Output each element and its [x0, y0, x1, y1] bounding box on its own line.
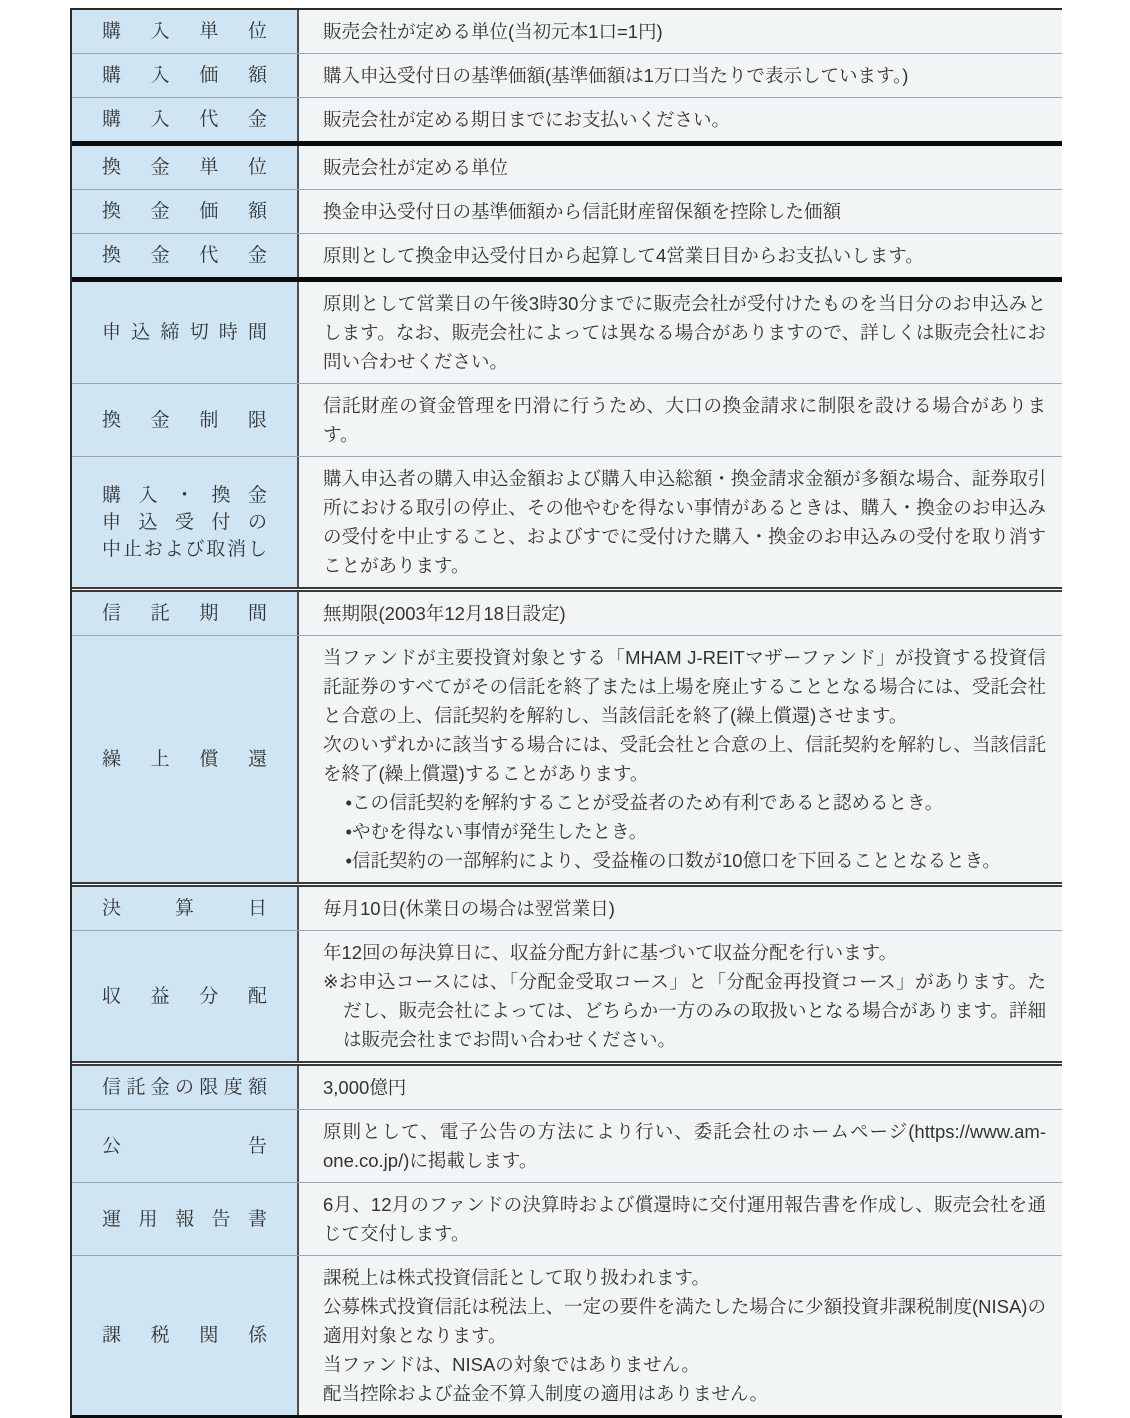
table-row [72, 1109, 1062, 1182]
row-content [299, 931, 1062, 1061]
bullet-item: •この信託契約を解約することが受益者のため有利であると認めるとき。 [345, 792, 944, 813]
table-row [72, 146, 1062, 189]
row-label [72, 1066, 299, 1109]
paragraph: 販売会社が定める単位 [323, 157, 509, 178]
row-content [299, 146, 1062, 189]
row-label [72, 887, 299, 930]
table-row [72, 1182, 1062, 1255]
table-row [72, 189, 1062, 233]
row-content [299, 1066, 1062, 1109]
table-row [72, 930, 1062, 1061]
row-label [72, 592, 299, 635]
row-label [72, 234, 299, 277]
row-label-line: 購入代金 [102, 109, 267, 130]
table-row [72, 383, 1062, 456]
fund-procedure-table [70, 8, 1062, 1418]
row-content [299, 234, 1062, 277]
row-content [299, 282, 1062, 383]
row-label [72, 10, 299, 53]
row-label [72, 636, 299, 882]
row-label [72, 457, 299, 587]
table-row [72, 53, 1062, 97]
paragraph: 原則として、電子公告の方法により行い、委託会社のホームページ(https://www.am-one.co.jp/)に掲載します。 [323, 1121, 1046, 1171]
paragraph: 次のいずれかに該当する場合には、受託会社と合意の上、信託契約を解約し、当該信託を終了(繰上償還)することがあります。 [323, 734, 1046, 784]
row-label [72, 282, 299, 383]
row-content [299, 636, 1062, 882]
paragraph: 公募株式投資信託は税法上、一定の要件を満たした場合に少額投資非課税制度(NISA)の適用対象となります。 [323, 1296, 1046, 1346]
table-row [72, 456, 1062, 587]
paragraph: 原則として換金申込受付日から起算して4営業日目からお支払いします。 [323, 245, 924, 266]
table-row [72, 887, 1062, 930]
paragraph: 購入申込者の購入申込金額および購入申込総額・換金請求金額が多額な場合、証券取引所における取引の停止、その他やむを得ない事情があるときは、購入・換金のお申込みの受付を中止すること、およびすでに受付けた購入・換金のお申込みの受付を取り消すことがあります。 [323, 468, 1046, 576]
paragraph: 原則として営業日の午後3時30分までに販売会社が受付けたものを当日分のお申込みとします。なお、販売会社によっては異なる場合がありますので、詳しくは販売会社にお問い合わせください。 [323, 293, 1046, 372]
table-row [72, 97, 1062, 141]
row-content [299, 457, 1062, 587]
table-row [72, 10, 1062, 53]
row-label [72, 1256, 299, 1415]
row-content [299, 887, 1062, 930]
row-label-line: 課税関係 [102, 1325, 267, 1346]
paragraph: 販売会社が定める期日までにお支払いください。 [323, 109, 731, 130]
row-label-line: 決算日 [102, 898, 267, 919]
row-content [299, 1110, 1062, 1182]
row-label-line: 繰上償還 [102, 748, 267, 770]
row-label [72, 1183, 299, 1255]
paragraph: 無期限(2003年12月18日設定) [323, 603, 566, 624]
row-label-line: 中止および取消し [102, 538, 267, 560]
table-row [72, 635, 1062, 882]
row-label [72, 384, 299, 456]
paragraph: 換金申込受付日の基準価額から信託財産留保額を控除した価額 [323, 201, 842, 222]
row-label-line: 換金単位 [102, 157, 267, 178]
paragraph: 配当控除および益金不算入制度の適用はありません。 [323, 1383, 769, 1404]
paragraph: 当ファンドが主要投資対象とする「MHAM J-REITマザーファンド」が投資する投資信託証券のすべてがその信託を終了または上場を廃止することとなる場合には、受託会社と合意の上、信託契約を解約し、当該信託を終了(繰上償還)させます。 [323, 647, 1046, 726]
paragraph: 購入申込受付日の基準価額(基準価額は1万口当たりで表示しています。) [323, 65, 909, 86]
row-content [299, 10, 1062, 53]
table-row [72, 1255, 1062, 1415]
row-content [299, 98, 1062, 141]
row-content [299, 54, 1062, 97]
row-label-line: 信託金の限度額 [102, 1077, 267, 1098]
row-label-line: 購入単位 [102, 21, 267, 42]
row-label-line: 購入価額 [102, 65, 267, 86]
paragraph: 販売会社が定める単位(当初元本1口=1円) [323, 21, 663, 42]
row-label [72, 146, 299, 189]
paragraph: 課税上は株式投資信託として取り扱われます。 [323, 1267, 711, 1288]
row-label [72, 98, 299, 141]
row-content [299, 592, 1062, 635]
row-label-line: 運用報告書 [102, 1208, 267, 1230]
row-label-line: 換金価額 [102, 201, 267, 222]
paragraph: 6月、12月のファンドの決算時および償還時に交付運用報告書を作成し、販売会社を通じて交付します。 [323, 1194, 1046, 1244]
row-label-line: 換金代金 [102, 245, 267, 266]
row-label-line: 購入・換金 [102, 484, 267, 506]
table-row [72, 282, 1062, 383]
row-label [72, 1110, 299, 1182]
table-row [72, 592, 1062, 635]
table-row [72, 1066, 1062, 1109]
row-label-line: 申込締切時間 [102, 322, 267, 343]
paragraph: ※お申込コースには、「分配金受取コース」と「分配金再投資コース」があります。ただし、販売会社によっては、どちらか一方のみの取扱いとなる場合があります。詳細は販売会社までお問い合わせください。 [323, 971, 1046, 1050]
bullet-item: •信託契約の一部解約により、受益権の口数が10億口を下回ることとなるとき。 [345, 850, 1001, 871]
paragraph: 3,000億円 [323, 1077, 407, 1098]
paragraph: 信託財産の資金管理を円滑に行うため、大口の換金請求に制限を設ける場合があります。 [323, 395, 1046, 445]
row-label-line: 申込受付の [102, 511, 267, 533]
row-label-line: 公告 [102, 1135, 267, 1157]
paragraph: 毎月10日(休業日の場合は翌営業日) [323, 898, 615, 919]
bullet-item: •やむを得ない事情が発生したとき。 [345, 821, 648, 842]
row-label-line: 収益分配 [102, 985, 267, 1007]
row-label [72, 54, 299, 97]
row-content [299, 190, 1062, 233]
table-row [72, 233, 1062, 277]
row-content [299, 1256, 1062, 1415]
row-content [299, 1183, 1062, 1255]
paragraph: 当ファンドは、NISAの対象ではありません。 [323, 1354, 700, 1375]
row-label [72, 931, 299, 1061]
row-label [72, 190, 299, 233]
row-label-line: 換金制限 [102, 409, 267, 431]
row-label-line: 信託期間 [102, 603, 267, 624]
paragraph: 年12回の毎決算日に、収益分配方針に基づいて収益分配を行います。 [323, 942, 898, 963]
row-content [299, 384, 1062, 456]
